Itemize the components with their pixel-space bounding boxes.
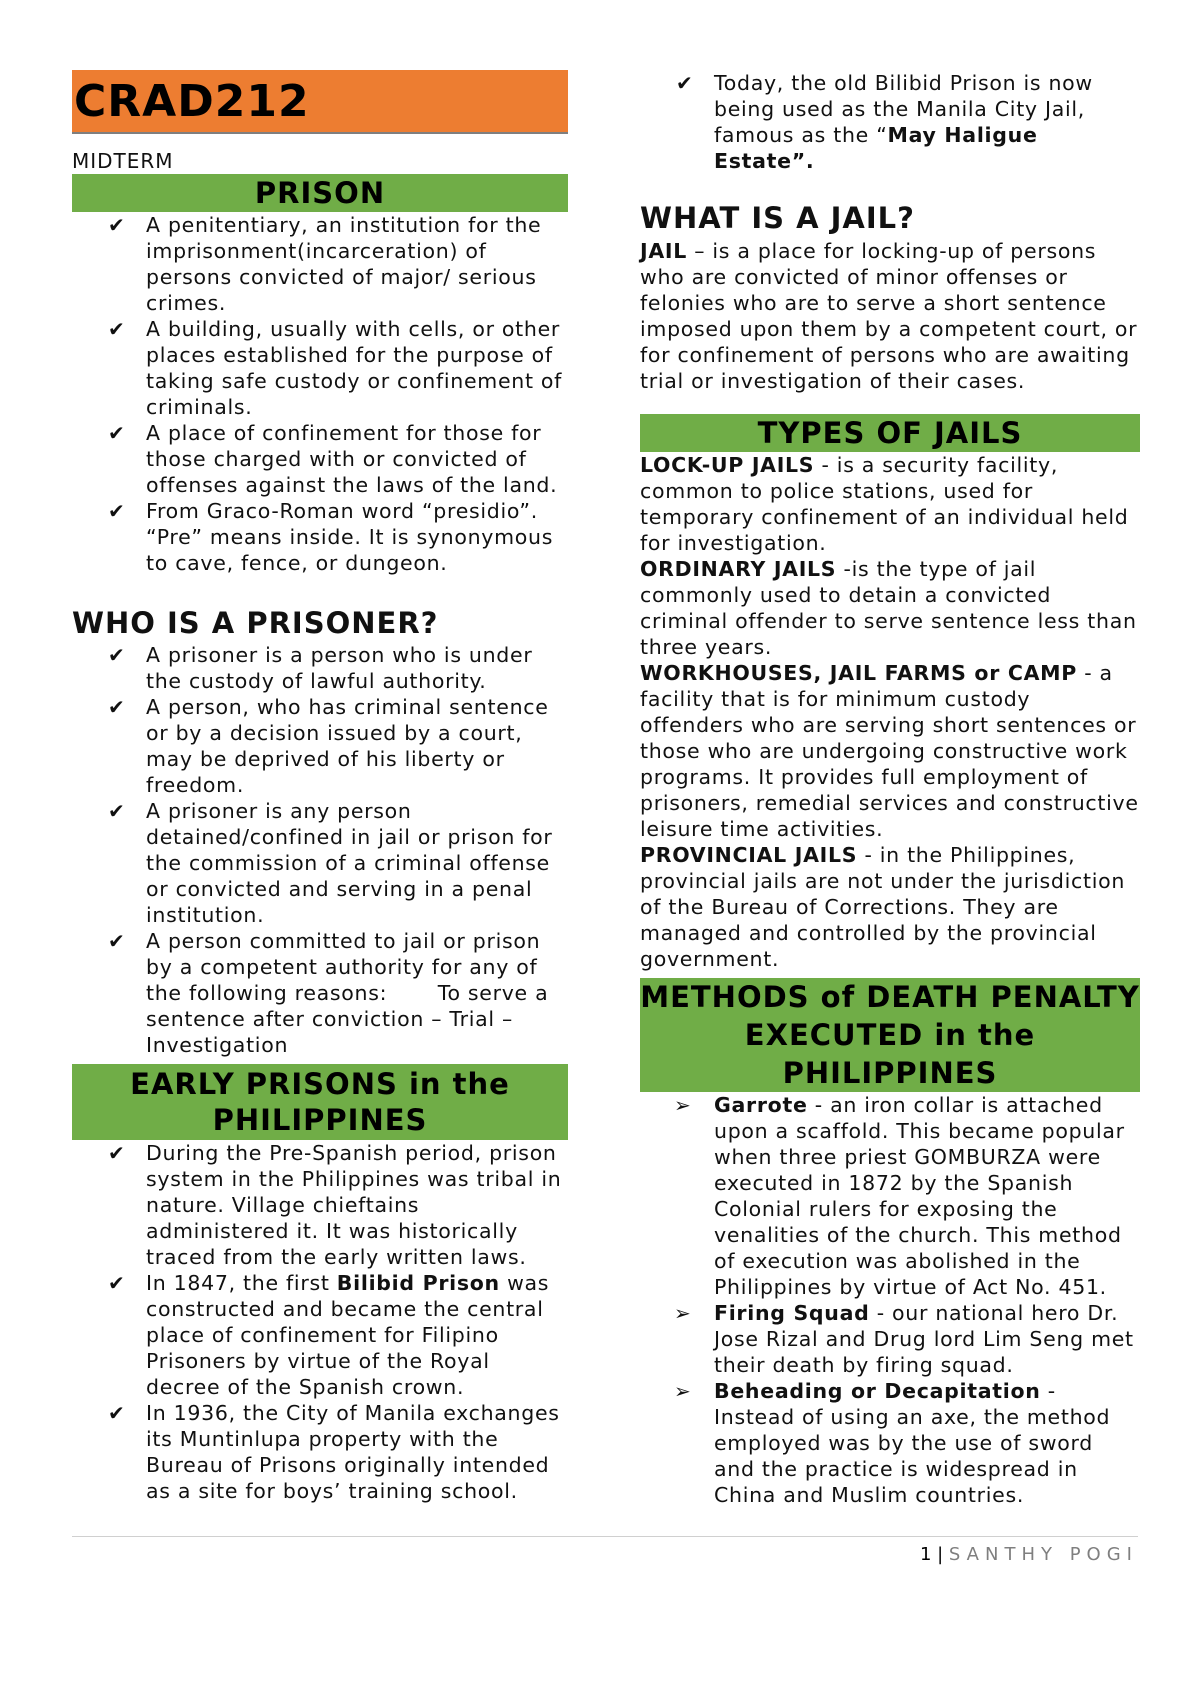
checkmark-icon: ✔ [108,1141,126,1165]
list-item: ➢ Beheading or Decapitation - Instead of using an axe, the method employed was by the use of sword and the practice is widespread in China and Muslim countries. [674,1379,1111,1507]
list-item: ➢ Firing Squad - our national hero Dr. Jose Rizal and Drug lord Lim Seng met their death by firing squad. [674,1301,1134,1377]
list-item: ✔ A person, who has criminal sentence or by a decision issued by a court, may be deprived of his liberty or freedom. [108,695,549,797]
page-footer [920,1544,1138,1565]
checkmark-icon: ✔ [108,929,126,953]
prison-list [72,212,568,576]
section-heading-types-of-jails: TYPES OF JAILS [640,414,1140,452]
list-item: ✔ In 1936, the City of Manila exchanges its Muntinlupa property with the Bureau of Prisons originally intended as a site for boys’ training school. [108,1401,560,1503]
footer-separator: | [931,1544,949,1565]
checkmark-icon: ✔ [108,1401,126,1425]
footer-author: SANTHY POGI [948,1544,1138,1565]
list-item: ✔ In 1847, the first Bilibid Prison was constructed and became the central place of confinement for Filipino Prisoners by virtue of the Royal decree of the Spanish crown. [108,1271,550,1399]
checkmark-icon: ✔ [108,695,126,719]
list-item: ✔ A place of confinement for those for those charged with or convicted of offenses against the laws of the land. [108,421,558,497]
jail-type-entry: WORKHOUSES, JAIL FARMS or CAMP - a facility that is for minimum custody offenders who are serving short sentences or those who are undergoing constructive work programs. It provides full employment of prisoners, remedial services and constructive leisure time activities. [640,661,1139,841]
list-item: ✔ A building, usually with cells, or other places established for the purpose of taking safe custody or confinement of criminals. [108,317,563,419]
checkmark-icon: ✔ [108,213,126,237]
section-heading-early-prisons: EARLY PRISONS in the PHILIPPINES [72,1064,568,1140]
section-heading-prisoner: WHO IS A PRISONER? [72,606,439,640]
document-subtitle: MIDTERM [72,149,174,173]
list-item: ➢ Garrote - an iron collar is attached upon a scaffold. This became popular when three priest GOMBURZA were executed in 1872 by the Spanish Colonial rulers for exposing the venalities of the church. This method of execution was abolished in the Philippines by virtue of Act No. 451. [674,1093,1125,1299]
list-item: ✔ From Graco-Roman word “presidio”. “Pre” means inside. It is synonymous to cave, fence, or dungeon. [108,499,554,575]
jail-type-entry: LOCK-UP JAILS - is a security facility, common to police stations, used for temporary confinement of an individual held for investigation. [640,453,1129,555]
left-column [72,70,568,1504]
early-prisons-list [72,1140,568,1504]
checkmark-icon: ✔ [108,643,126,667]
list-item: ✔ A prisoner is any person detained/confined in jail or prison for the commission of a criminal offense or convicted and serving in a penal institution. [108,799,553,927]
jail-definition: JAIL – is a place for locking-up of persons who are convicted of minor offenses or felonies who are to serve a short sentence imposed upon them by a competent court, or for confinement of persons who are awaiting trial or investigation of their cases. [640,239,1138,393]
document-title-bar [72,70,568,134]
section-heading-jail: WHAT IS A JAIL? [640,201,915,235]
list-item: ✔ A person committed to jail or prison by a competent authority for any of the following reasons: To serve a sentence after conviction – Trial – Investigation [108,929,556,1057]
arrow-bullet-icon: ➢ [674,1301,692,1325]
prisoner-list [72,642,568,1058]
checkmark-icon: ✔ [676,71,694,95]
section-heading-prison: PRISON [72,174,568,212]
footer-divider [72,1536,1138,1537]
document-title: CRAD212 [74,75,310,127]
early-prisons-list-continued [640,70,1140,174]
section-heading-death-penalty-methods: METHODS of DEATH PENALTY EXECUTED in the PHILIPPINES [640,980,1140,1090]
checkmark-icon: ✔ [108,1271,126,1295]
checkmark-icon: ✔ [108,499,126,523]
death-penalty-methods-list [640,1092,1140,1508]
list-item: ✔ A prisoner is a person who is under the custody of lawful authority. [108,643,533,693]
arrow-bullet-icon: ➢ [674,1379,692,1403]
jail-type-entry: ORDINARY JAILS -is the type of jail commonly used to detain a convicted criminal offender to serve sentence less than three years. [640,557,1137,659]
right-column [640,70,1140,1508]
page-number: 1 [919,1544,932,1565]
list-item: ✔ Today, the old Bilibid Prison is now being used as the Manila City Jail, famous as the “May Haligue Estate”. [676,71,1093,173]
jail-type-entry: PROVINCIAL JAILS - in the Philippines, provincial jails are not under the jurisdiction of the Bureau of Corrections. They are managed and controlled by the provincial government. [640,843,1126,971]
checkmark-icon: ✔ [108,799,126,823]
checkmark-icon: ✔ [108,317,126,341]
list-item: ✔ A penitentiary, an institution for the imprisonment(incarceration) of persons convicted of major/ serious crimes. [108,213,542,315]
list-item: ✔ During the Pre-Spanish period, prison system in the Philippines was tribal in nature. Village chieftains administered it. It was historically traced from the early written laws. [108,1141,562,1269]
arrow-bullet-icon: ➢ [674,1093,692,1117]
checkmark-icon: ✔ [108,421,126,445]
